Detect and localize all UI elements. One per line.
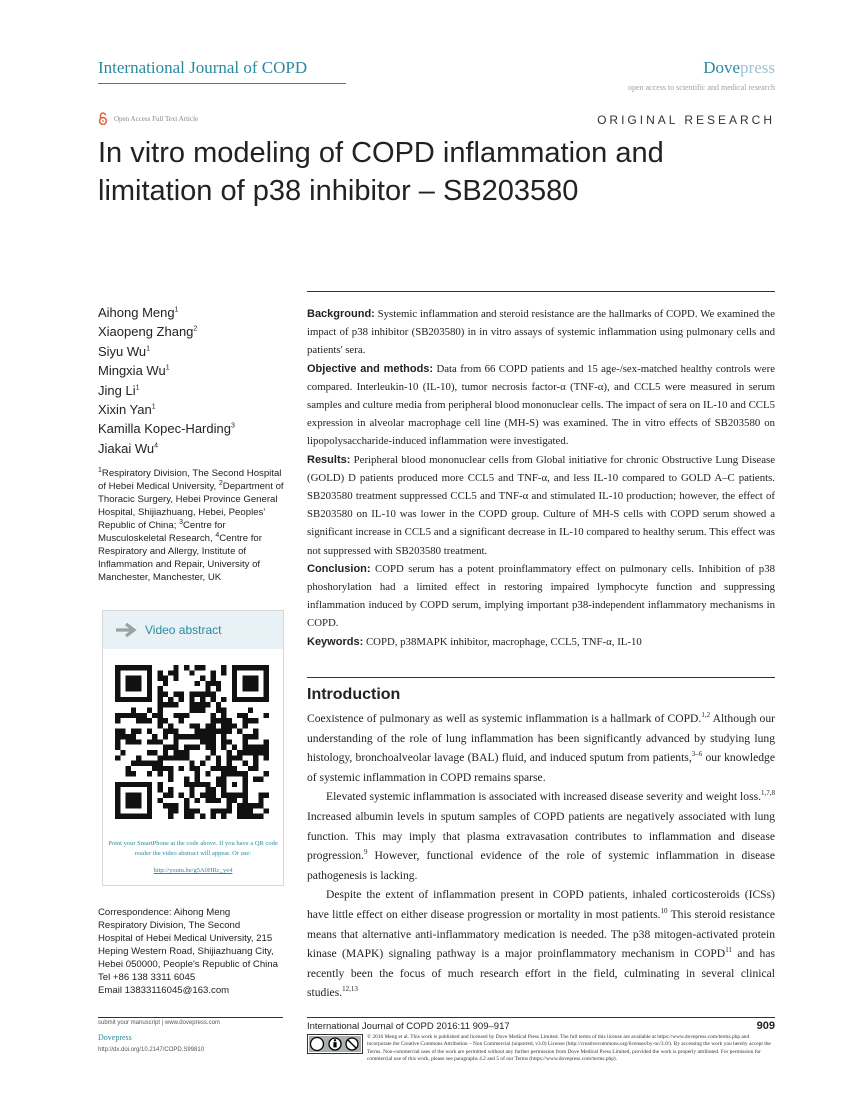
publisher-tagline: open access to scientific and medical research [627, 83, 775, 92]
page-number: 909 [756, 1020, 775, 1032]
author-name-text: Siyu Wu [98, 343, 147, 359]
abstract-section-label: Results: [307, 453, 351, 466]
paragraph-text: and has recently been the focus of much research effort in the field, culminating in several clinical studies. [307, 947, 775, 1000]
qr-code-icon[interactable] [115, 665, 269, 819]
author-affiliation-mark: 1 [174, 306, 179, 314]
abstract-section-text: Data from 66 COPD patients and 15 age-/sex-matched healthy controls were compared. Interleukin-10 (IL-10), tumor necrosis factor-α (TNF-α), and CCL5 were measured in serum samples and culture media from peripheral blood mononuclear cells. The impact of sera on IL-10 and CCL5 expression in alveolar macrophage cell line (MH-S) was examined. The in vitro effects of SB203580 on lipopolysaccharide-induced inflammation were investigated. [307, 362, 775, 448]
citation-mark: 11 [725, 946, 732, 955]
author-name-text: Aihong Meng [98, 305, 175, 320]
paragraph-text: Elevated systemic inflammation is associated with increased disease severity and weight loss. [326, 790, 761, 804]
abstract-section-label: Objective and methods: [307, 362, 434, 375]
doi-link[interactable]: http://dx.doi.org/10.2147/COPD.S99810 [98, 1047, 205, 1053]
author-list [98, 303, 288, 458]
abstract-section [307, 451, 775, 560]
author-name [98, 419, 288, 438]
citation-mark: 12,13 [342, 985, 358, 994]
padlock-icon [98, 112, 108, 125]
license-text: © 2016 Meng et al. This work is published and licensed by Dove Medical Press Limited. The full terms of this license are available at https://www.dovepress.com/terms.php and incorporate the Creative Commons Attribution – Non Commercial (unported, v3.0) License (http://creativecommons.org/licenses/by-nc/3.0/). By accessing the work you hereby accept the Terms. Non-commercial uses of the work are permitted without any further permission from Dove Medical Press Limited, provided the work is properly attributed. For permission for commercial use of this work, please see paragraphs 4.2 and 5 of our Terms (https://www.dovepress.com/terms.php). [367, 1034, 771, 1063]
affiliations [98, 467, 288, 584]
abstract-section [307, 305, 775, 360]
citation-mark: 9 [364, 848, 368, 857]
journal-name: International Journal of COPD [98, 58, 308, 77]
author-affiliation-mark: 2 [193, 326, 198, 334]
title-line-2: limitation of p38 inhibitor – SB203580 [98, 175, 579, 207]
correspondence-line: Hospital of Hebei Medical University, 215 [98, 933, 273, 944]
correspondence-line: Tel +86 138 3311 6045 [98, 972, 196, 983]
author-name [98, 303, 288, 322]
publisher-logo-main: Dove [703, 58, 741, 77]
video-instructions: Point your SmartPhone at the code above. If you have a QR code reader the video abstract will appear. Or use: [108, 840, 278, 857]
open-access-text: Open Access Full Text Article [114, 114, 199, 123]
author-name-text: Mingxia Wu [98, 363, 166, 379]
video-abstract-header[interactable] [103, 611, 283, 649]
abstract-section [307, 560, 775, 633]
paragraph-text: our knowledge of systemic inflammation in COPD remains sparse. [307, 751, 775, 784]
affiliation-text: Respiratory Division, The Second Hospital of Hebei Medical University, [98, 468, 282, 492]
affiliation-text: Centre for Musculoskeletal Research, [98, 520, 226, 544]
abstract-section [307, 360, 775, 451]
affiliation-mark: 3 [179, 518, 183, 526]
abstract-rule-top [307, 291, 775, 292]
abstract-section-text: COPD serum has a potent proinflammatory effect on pulmonary cells. Inhibition of p38 phoshorylation had a limited effect in restoring impaired lymphocyte function and suppressing inflammation induced by COPD serum, implying important p38-independent inflammatory mechanisms in COPD. [307, 562, 775, 630]
abstract-section-text: COPD, p38MAPK inhibitor, macrophage, CCL5, TNF-α, IL-10 [363, 635, 642, 648]
open-access-label [98, 112, 198, 125]
video-abstract-label[interactable]: Video abstract [145, 623, 222, 637]
arrow-right-icon [115, 622, 137, 638]
affiliation-mark: 1 [98, 466, 102, 474]
introduction-heading: Introduction [307, 686, 401, 703]
header-rule [98, 83, 346, 84]
abstract-section-label: Keywords: [307, 635, 364, 648]
introduction-paragraph [307, 709, 775, 787]
paragraph-text: Despite the extent of inflammation present in COPD patients, inhaled corticosteroids (ICSs) have little effect on either disease progression or mortality in most patients. [307, 888, 775, 921]
author-name-text: Xiaopeng Zhang [98, 324, 194, 340]
abstract-section [307, 633, 775, 651]
correspondence-line: Email 13833116045@163.com [98, 985, 230, 996]
affiliation-text: Department of Thoracic Surgery, Hebei Province General Hospital, Shijiazhuang, Hebei, Peoples' Republic of China; [98, 481, 284, 531]
affiliation-text: Centre for Respiratory and Allergy, Institute of Inflammation and Repair, University of Manchester, Manchester, UK [98, 533, 262, 583]
abstract-rule-bottom [307, 677, 775, 678]
abstract-section-label: Background: [307, 308, 375, 320]
creative-commons-icon[interactable] [307, 1034, 363, 1054]
author-name-text: Jing Li [98, 382, 136, 398]
author-name [98, 322, 288, 341]
video-link[interactable]: http://youtu.be/g5A0HRc_ye4 [153, 867, 233, 874]
introduction-paragraph [307, 885, 775, 1003]
introduction-body [307, 709, 775, 1003]
citation-mark: 3–6 [691, 750, 703, 759]
publisher-logo[interactable] [703, 58, 775, 78]
author-affiliation-mark: 1 [135, 384, 140, 392]
correspondence-line: Respiratory Division, The Second [98, 920, 241, 931]
citation-mark: 1,2 [701, 711, 711, 720]
author-name [98, 342, 288, 361]
abstract-section-label: Conclusion: [307, 562, 371, 575]
paragraph-text: Although our understanding of the role of lung inflammation has been significantly advanced by studying lung histology, bronchoalveolar lavage (BAL) fluid, and induced sputum from patients, [307, 712, 775, 765]
author-name [98, 439, 288, 458]
footer-rule-right [307, 1017, 775, 1018]
author-affiliation-mark: 3 [230, 423, 235, 431]
paragraph-text: However, functional evidence of the role of systemic inflammation in disease pathogenesis is lacking. [307, 849, 775, 882]
introduction-paragraph [307, 787, 775, 885]
author-affiliation-mark: 1 [146, 345, 151, 353]
author-name [98, 381, 288, 400]
title-line-1: In vitro modeling of COPD inflammation and [98, 137, 664, 169]
video-abstract-box[interactable] [102, 610, 284, 886]
publisher-logo-tail: press [740, 58, 775, 77]
citation: International Journal of COPD 2016:11 909–917 [307, 1021, 510, 1032]
submit-manuscript-link[interactable]: submit your manuscript | www.dovepress.com [98, 1020, 220, 1026]
author-affiliation-mark: 4 [154, 442, 159, 450]
correspondence [98, 906, 293, 997]
paragraph-text: Increased albumin levels in sputum samples of COPD patients are negatively associated with lung function. This may imply that plasma extravasation contributes to inflammation and disease progression. [307, 809, 775, 863]
abstract-section-text: Peripheral blood mononuclear cells from Global initiative for chronic Obstructive Lung Disease (GOLD) D patients produced more CCL5 and TNF-α, and less IL-10 compared to GOLD A–C patients. SB203580 treatment suppressed CCL5 and TNF-α and stimulated IL-10 production; however, the effect of SB203580 on IL-10 was lower in the COPD group. Culture of MH-S cells with COPD serum showed a significant increase in CCL5 and a significant decrease in IL-10 compared to healthy serum. This effect was not suppressed with SB203580 treatment. [307, 453, 775, 557]
author-name-text: Jiakai Wu [98, 440, 155, 456]
paragraph-text: Coexistence of pulmonary as well as systemic inflammation is a hallmark of COPD. [307, 712, 702, 725]
paragraph-text: This steroid resistance means that alternative anti-inflammatory medication is needed. The p38 mitogen-activated protein kinase (MAPK) signaling pathway is a major proinflammatory mechanism in COPD [307, 907, 776, 961]
article-title [98, 134, 778, 210]
correspondence-line: Correspondence: Aihong Meng [98, 907, 231, 918]
affiliation-mark: 2 [218, 479, 223, 487]
citation-mark: 10 [660, 907, 668, 916]
affiliation-mark: 4 [215, 531, 220, 539]
correspondence-line: Hebei 050000, People's Republic of China [98, 959, 278, 970]
footer-rule-left [98, 1017, 283, 1018]
abstract [307, 305, 775, 651]
correspondence-line: Heping Western Road, Shijiazhuang City, [98, 946, 274, 957]
abstract-section-text: Systemic inflammation and steroid resistance are the hallmarks of COPD. We examined the impact of p38 inhibitor (SB203580) in in vitro assays of systemic inflammation using pulmonary cells and patients' sera. [307, 308, 775, 357]
author-name-text: Kamilla Kopec-Harding [98, 421, 231, 437]
author-affiliation-mark: 1 [165, 364, 170, 372]
author-name-text: Xixin Yan [98, 402, 152, 418]
footer-publisher[interactable]: Dovepress [98, 1033, 132, 1042]
citation-mark: 1,7,8 [761, 789, 775, 798]
author-name [98, 361, 288, 380]
author-affiliation-mark: 1 [151, 403, 156, 411]
article-type: ORIGINAL RESEARCH [597, 113, 775, 127]
author-name [98, 400, 288, 419]
